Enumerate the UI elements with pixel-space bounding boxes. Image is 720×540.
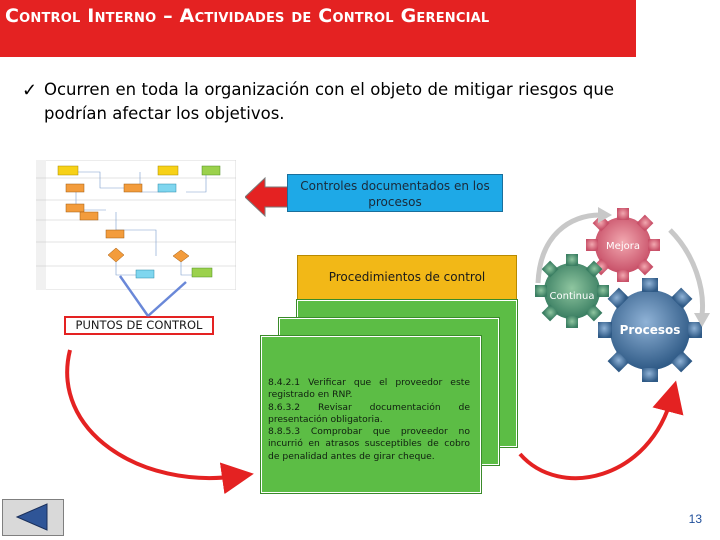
control-procedures-box: Procedimientos de control [297, 255, 517, 300]
bullet-text: Ocurren en toda la organización con el objeto de mitigar riesgos que podrían afectar los objetivos. [44, 80, 614, 123]
continuous-improvement-gears [520, 195, 715, 395]
control-points-label: PUNTOS DE CONTROL [64, 316, 214, 335]
page-number: 13 [688, 512, 702, 526]
documented-controls-box: Controles documentados en los procesos [287, 174, 503, 212]
gear-bottom-label: Procesos [619, 323, 681, 337]
procedure-item: 8.8.5.3 Comprobar que proveedor no incurrió en atrasos susceptibles de cobro de penalidad antes de girar cheque. [268, 426, 470, 462]
slide-title: Control Interno – Actividades de Control Gerencial [5, 5, 490, 27]
back-nav-button[interactable] [2, 499, 64, 536]
left-arrow-icon [245, 176, 293, 218]
check-mark-icon: ✓ [22, 80, 38, 100]
gear-top-label: Mejora [606, 241, 640, 252]
process-flowchart-image [36, 160, 236, 290]
curved-arrow-left [67, 350, 238, 478]
title-bar [0, 0, 636, 57]
procedure-list [268, 377, 470, 463]
back-triangle-icon [3, 500, 63, 535]
curved-arrow-right [520, 396, 672, 478]
procedure-item: 8.6.3.2 Revisar documentación de presentación obligatoria. [268, 401, 470, 425]
gear-middle-label: Continua [549, 291, 595, 302]
procedure-item: 8.4.2.1 Verificar que el proveedor este registrado en RNP. [268, 377, 470, 401]
